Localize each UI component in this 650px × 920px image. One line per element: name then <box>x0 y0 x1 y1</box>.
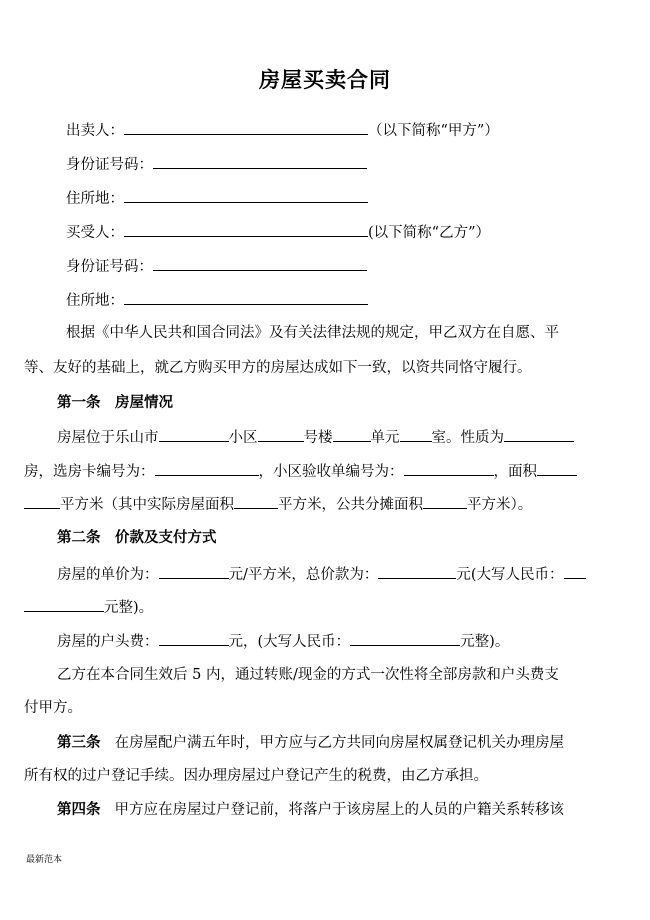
community-blank <box>258 427 304 442</box>
household-fee-words-blank <box>350 631 460 646</box>
buyer-label: 买受人： <box>66 225 124 241</box>
article-2-line-4: 乙方在本合同生效后 5 内，通过转账/现金的方式一次性将全部房款和户头费支 <box>57 667 559 683</box>
area-blank <box>537 461 577 476</box>
article-2-heading: 第二条 价款及支付方式 <box>57 529 217 546</box>
seller-address-blank <box>124 188 368 203</box>
text: 元(大写人民币： <box>456 567 564 583</box>
text: 房屋的户头费： <box>57 634 159 650</box>
preamble-line-2: 等、友好的基础上，就乙方购买甲方的房屋达成如下一致，以资共同恪守履行。 <box>24 360 532 376</box>
text: 甲方应在房屋过户登记前，将落户于该房屋上的人员的户籍关系转移该 <box>114 802 564 818</box>
text: 小区 <box>228 430 258 446</box>
seller-name-blank <box>124 120 368 135</box>
article-2-line-3 <box>57 631 509 652</box>
text: 房屋位于乐山市 <box>57 430 159 446</box>
text: 房屋的单价为： <box>57 567 159 583</box>
article-1-line-3 <box>24 494 532 515</box>
article-4-label: 第四条 <box>57 801 101 818</box>
text: 号楼 <box>303 430 333 446</box>
total-price-words-cont-blank <box>24 597 104 612</box>
seller-id-blank <box>153 154 367 169</box>
text: 单元 <box>370 430 400 446</box>
article-1-line-1 <box>57 427 574 448</box>
article-3-line-2: 所有权的过户登记手续。因办理房屋过户登记产生的税费，由乙方承担。 <box>24 768 488 784</box>
text: 元整)。 <box>104 600 154 616</box>
article-2-line-1 <box>57 564 586 585</box>
seller-address-line <box>66 188 368 209</box>
footer-note: 最新范本 <box>26 855 63 865</box>
seller-line <box>66 120 499 141</box>
text: 平方米）。 <box>467 497 533 513</box>
buyer-address-label: 住所地： <box>66 293 124 309</box>
text: ，面积 <box>493 464 537 480</box>
seller-label: 出卖人： <box>66 123 124 139</box>
article-1-line-2 <box>24 461 577 482</box>
buyer-suffix: (以下简称“乙方”） <box>368 225 490 241</box>
buyer-address-blank <box>124 290 368 305</box>
total-price-words-blank <box>564 564 586 579</box>
text: 元，(大写人民币： <box>228 634 351 650</box>
article-4-line-1 <box>57 800 564 820</box>
nature-blank <box>504 427 574 442</box>
text: 元/平方米，总价款为： <box>228 567 379 583</box>
article-3-line-1 <box>57 733 564 753</box>
unit-blank <box>400 427 432 442</box>
actual-area-blank <box>234 494 278 509</box>
buyer-line <box>66 222 490 243</box>
text: 房，选房卡编号为： <box>24 464 155 480</box>
buyer-id-blank <box>153 256 367 271</box>
unit-price-blank <box>159 564 229 579</box>
buyer-address-line <box>66 290 368 311</box>
buyer-id-label: 身份证号码： <box>66 259 153 275</box>
card-number-blank <box>155 461 259 476</box>
article-2-line-5: 付甲方。 <box>24 700 82 716</box>
text: 平方米，公共分摊面积 <box>278 497 423 513</box>
buyer-name-blank <box>124 222 368 237</box>
city-blank <box>159 427 229 442</box>
seller-id-line <box>66 154 367 175</box>
text: 在房屋配户满五年时，甲方应与乙方共同向房屋权属登记机关办理房屋 <box>114 735 564 751</box>
seller-suffix: （以下简称“甲方”） <box>368 123 499 139</box>
text: ，小区验收单编号为： <box>258 464 404 480</box>
total-price-blank <box>378 564 456 579</box>
article-1-heading: 第一条 房屋情况 <box>57 394 173 411</box>
text: 室。性质为 <box>431 430 504 446</box>
article-3-label: 第三条 <box>57 734 101 751</box>
text: 平方米（其中实际房屋面积 <box>60 497 234 513</box>
area-cont-blank <box>24 494 60 509</box>
text: 元整)。 <box>460 634 510 650</box>
shared-area-blank <box>423 494 467 509</box>
building-blank <box>333 427 371 442</box>
seller-address-label: 住所地： <box>66 191 124 207</box>
household-fee-blank <box>159 631 229 646</box>
article-2-line-2 <box>24 597 153 618</box>
seller-id-label: 身份证号码： <box>66 157 153 173</box>
buyer-id-line <box>66 256 367 277</box>
page-title: 房屋买卖合同 <box>259 67 391 92</box>
acceptance-number-blank <box>404 461 494 476</box>
preamble-line-1: 根据《中华人民共和国合同法》及有关法律法规的规定，甲乙双方在自愿、平 <box>66 325 559 341</box>
